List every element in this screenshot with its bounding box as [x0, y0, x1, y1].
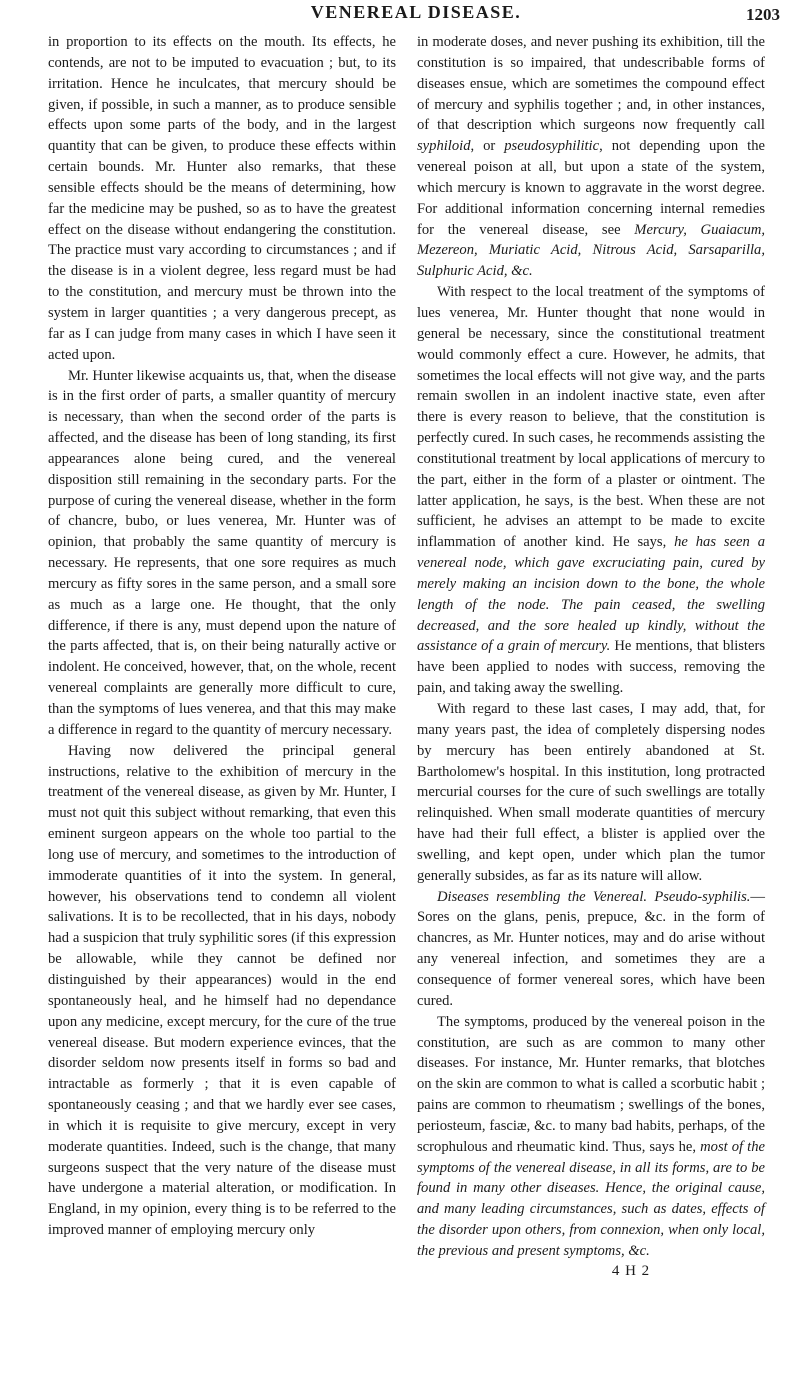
- right-column: [417, 32, 765, 1282]
- paragraph: [417, 282, 765, 699]
- page-header: [48, 0, 784, 30]
- italic-quote: most of the symptoms of the venereal disease, in all its forms, are to be found in many other diseases. Hence, the original cause, and many leading circumstances, such as dates, effects of the disorder upon others, from connexion, when only local, the previous and present symptoms, &c.: [417, 1138, 765, 1259]
- text-run: , or: [470, 138, 505, 155]
- text-run: He mentions, that blisters have been applied to nodes with success, removing the pain, and taking away the swelling.: [417, 638, 765, 697]
- section-heading: Diseases resembling the Venereal. Pseudo-syphilis.: [437, 888, 751, 905]
- running-head: VENEREAL DISEASE.: [310, 2, 522, 22]
- paragraph: [417, 32, 765, 282]
- italic-term: syphiloid: [417, 138, 471, 155]
- text-run: in moderate doses, and never pushing its exhibition, till the constitution is so impaired, that undescribable forms of diseases ensue, which are sometimes the compound effect of mercury and syphilis together ; and, in other instances, of that description which surgeons now frequently call: [417, 34, 765, 134]
- text-run: With respect to the local treatment of the symptoms of lues venerea, Mr. Hunter thought that none would in general be necessary, since the constitutional treatment would commonly effect a cure. However, he admits, that sometimes the local effects will not give way, and the parts remain swollen in an indolent inactive state, even after there is every reason to believe, that the constitution is perfectly cured. In such cases, he recommends assisting the constitutional treatment by local applications of mercury to the part, either in the form of a plaster or ointment. The latter application, he says, is the best. When these are not sufficient, he advises an attempt to be made to excite inflammation of another kind. He says,: [417, 284, 765, 551]
- text-run: , not depending upon the venereal poison at all, but upon a state of the system, which mercury is known to aggravate in the worst degree. For additional information concerning internal remedies for the venereal disease, see: [417, 138, 765, 238]
- signature-mark: 4 H 2: [611, 1262, 651, 1279]
- paragraph: Mr. Hunter likewise acquaints us, that, when the disease is in the first order of parts, a smaller quantity of mercury is necessary, than when the second order of the parts is affected, and the disease has been of long standing, its first appearances alone being cured, and the venereal disposition still remaining in the secondary parts. For the purpose of curing the venereal disease, whether in the form of chancre, bubo, or lues venerea, Mr. Hunter was of opinion, that probably the same quantity of mercury is necessary. He represents, that one sore requires as much mercury as fifty sores in the same person, and a small sore as much as a large one. He thought, that the only difference, if there is any, must depend upon the nature of the parts affected, that is, on their being naturally active or indolent. He conceived, however, that, on the whole, recent venereal complaints are generally more difficult to cure, than the symptoms of lues venerea, and that this may make a difference in regard to the quantity of mercury necessary.: [48, 367, 396, 738]
- paragraph: With regard to these last cases, I may add, that, for many years past, the idea of completely dispersing nodes by mercury has been entirely abandoned at St. Bartholomew's hospital. In this institution, long protracted mercurial courses for the cure of such swellings are totally relinquished. When small moderate quantities of mercury have had their full effect, a blister is applied over the swelling, and kept open, under which plan the tumor generally subsides, as far as its nature will allow.: [417, 701, 765, 884]
- paragraph: [417, 887, 765, 1012]
- paragraph: [417, 1012, 765, 1262]
- cross-reference-list: Mercury, Guaiacum, Mezereon, Muriatic Acid, Nitrous Acid, Sarsaparilla, Sulphuric Acid, &c.: [417, 221, 766, 280]
- italic-term: pseudosyphilitic: [504, 138, 600, 155]
- paragraph: in proportion to its effects on the mouth. Its effects, he contends, are not to be imputed to evacuation ; but, to its irritation. Hence he inculcates, that mercury should be given, if possible, in such a manner, as to produce sensible effects upon some parts of the body, and in the largest quantity that can be given, to produce these effects within certain bounds. Mr. Hunter also remarks, that these sensible effects should be the means of determining, how far the medicine may be pushed, so as to have the greatest effect on the disease without endangering the constitution. The practice must vary according to circumstances ; and if the disease is in a violent degree, less regard must be had to the constitution, and mercury must be thrown into the system in larger quantities ; a very dangerous precept, as far as I can judge from many cases in which I have seen it acted upon.: [48, 34, 396, 363]
- paragraph: Having now delivered the principal general instructions, relative to the exhibition of mercury in the treatment of the venereal disease, as given by Mr. Hunter, I must not quit this subject without remarking, that even this eminent surgeon appears on the whole too partial to the long use of mercury, and sometimes to the introduction of immoderate quantities of it into the system. In general, however, his observations tend to condemn all violent salivations. It is to be recollected, that in his days, nobody had a suspicion that truly syphilitic sores (if this expression be allowable, while they cannot be defined nor distinguished by their appearances) would in the end spontaneously heal, and he himself had no dependance upon any medicine, except mercury, for the cure of the true venereal disease. But modern experience evinces, that the disorder seldom now presents itself in forms so bad and intractable as formerly ; that it is even capable of spontaneously ceasing ; and that we hardly ever see cases, in which it is requisite to give mercury, except in very moderate quantities. Indeed, such is the change, that many surgeons suspect that the very nature of the disease must have undergone a material alteration, or modification. In England, in my opinion, every thing is to be referred to the improved manner of employing mercury only: [48, 742, 396, 1239]
- italic-quote: he has seen a venereal node, which gave excruciating pain, cured by merely making an incision down to the bone, the whole length of the node. The pain ceased, the swelling decreased, and the sore healed up kindly, without the assistance of a grain of mercury.: [417, 534, 765, 655]
- text-run: The symptoms, produced by the venereal poison in the constitution, are such as are common to many other diseases. For instance, Mr. Hunter remarks, that blotches on the skin are common to what is called a scorbutic habit ; pains are common to rheumatism ; swellings of the bones, periosteum, fasciæ, &c. to many bad habits, perhaps, of the scrophulous and rheumatic kind. Thus, says he,: [417, 1013, 765, 1155]
- page-number: 1203: [746, 5, 780, 24]
- left-column: [48, 32, 396, 1241]
- text-run: —Sores on the glans, penis, prepuce, &c. in the form of chancres, as Mr. Hunter notices, may and do arise without any venereal infection, and sometimes they are a consequence of former venereal sores, which have been cured.: [417, 888, 765, 1009]
